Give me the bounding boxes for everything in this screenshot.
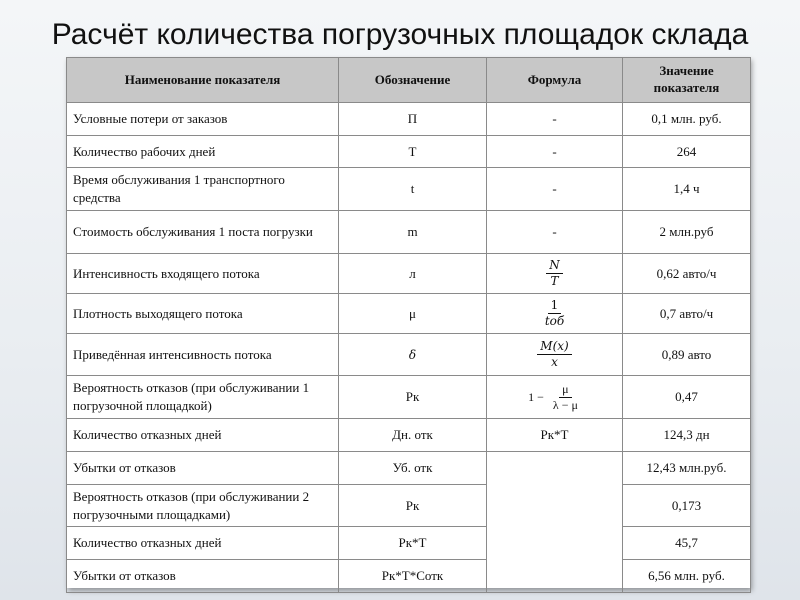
- formula-denominator: λ − μ: [552, 397, 578, 412]
- table-row: [67, 376, 751, 419]
- row-name: Условные потери от заказов: [67, 103, 339, 136]
- calculation-table: [66, 57, 751, 593]
- header-value: Значение показателя: [623, 58, 751, 103]
- row-value: 1,4 ч: [623, 168, 751, 211]
- calculation-table-container: [66, 57, 750, 588]
- table-row: [67, 419, 751, 452]
- table-row: [67, 168, 751, 211]
- table-row: [67, 560, 751, 593]
- row-formula-merged: [487, 452, 623, 593]
- row-symbol: m: [339, 211, 487, 254]
- row-name: Количество рабочих дней: [67, 136, 339, 168]
- row-formula: [487, 254, 623, 294]
- row-name: Вероятность отказов (при обслуживании 2 погрузочными площадками): [67, 485, 339, 527]
- row-formula: Рк*Т: [487, 419, 623, 452]
- row-value: 0,173: [623, 485, 751, 527]
- formula-prefix: 1 −: [528, 389, 544, 404]
- row-symbol: л: [339, 254, 487, 294]
- row-symbol: t: [339, 168, 487, 211]
- row-name: Стоимость обслуживания 1 поста погрузки: [67, 211, 339, 254]
- table-row: [67, 334, 751, 376]
- formula-numerator: 1: [548, 298, 562, 314]
- row-value: 124,3 дн: [623, 419, 751, 452]
- table-row: [67, 485, 751, 527]
- formula-denominator: T: [550, 274, 559, 288]
- formula-denominator: x: [551, 355, 558, 369]
- row-symbol: Уб. отк: [339, 452, 487, 485]
- row-formula: -: [487, 103, 623, 136]
- row-value: 0,7 авто/ч: [623, 294, 751, 334]
- table-row: [67, 136, 751, 168]
- formula-fraction: [537, 339, 571, 370]
- formula-numerator: M(x): [537, 339, 571, 355]
- table-row: [67, 103, 751, 136]
- row-formula: -: [487, 168, 623, 211]
- row-name: Время обслуживания 1 транспортного средства: [67, 168, 339, 211]
- header-name: Наименование показателя: [67, 58, 339, 103]
- table-row: [67, 211, 751, 254]
- row-symbol: μ: [339, 294, 487, 334]
- row-name: Вероятность отказов (при обслуживании 1 погрузочной площадкой): [67, 376, 339, 419]
- row-value: 12,43 млн.руб.: [623, 452, 751, 485]
- row-formula: -: [487, 136, 623, 168]
- row-value: 0,89 авто: [623, 334, 751, 376]
- row-formula: -: [487, 211, 623, 254]
- row-name: Количество отказных дней: [67, 419, 339, 452]
- table-row: [67, 254, 751, 294]
- row-value: 0,1 млн. руб.: [623, 103, 751, 136]
- row-name: Интенсивность входящего потока: [67, 254, 339, 294]
- formula-numerator: μ: [559, 382, 571, 398]
- row-name: Убытки от отказов: [67, 560, 339, 593]
- row-symbol: Дн. отк: [339, 419, 487, 452]
- formula-fraction: [546, 258, 563, 289]
- table-row: [67, 452, 751, 485]
- table-row: [67, 527, 751, 560]
- row-value: 2 млн.руб: [623, 211, 751, 254]
- table-row: [67, 294, 751, 334]
- row-symbol: Рк*Т: [339, 527, 487, 560]
- row-symbol: Рк: [339, 376, 487, 419]
- formula-denominator: tоб: [544, 314, 565, 328]
- row-value: 0,47: [623, 376, 751, 419]
- header-formula: Формула: [487, 58, 623, 103]
- row-name: Убытки от отказов: [67, 452, 339, 485]
- row-formula: [487, 334, 623, 376]
- row-formula: [487, 294, 623, 334]
- formula-fraction: [542, 298, 567, 329]
- row-name: Количество отказных дней: [67, 527, 339, 560]
- row-symbol: Т: [339, 136, 487, 168]
- formula-fraction: [550, 382, 581, 413]
- row-value: 6,56 млн. руб.: [623, 560, 751, 593]
- row-symbol: П: [339, 103, 487, 136]
- page-title: Расчёт количества погрузочных площадок склада: [51, 18, 749, 51]
- row-formula: [487, 376, 623, 419]
- row-value: 264: [623, 136, 751, 168]
- row-symbol: Рк: [339, 485, 487, 527]
- header-symbol: Обозначение: [339, 58, 487, 103]
- table-header-row: [67, 58, 751, 103]
- row-symbol: δ: [339, 334, 487, 376]
- row-value: 0,62 авто/ч: [623, 254, 751, 294]
- row-value: 45,7: [623, 527, 751, 560]
- row-name: Приведённая интенсивность потока: [67, 334, 339, 376]
- row-name: Плотность выходящего потока: [67, 294, 339, 334]
- row-symbol: Рк*Т*Сотк: [339, 560, 487, 593]
- formula-numerator: N: [546, 258, 563, 274]
